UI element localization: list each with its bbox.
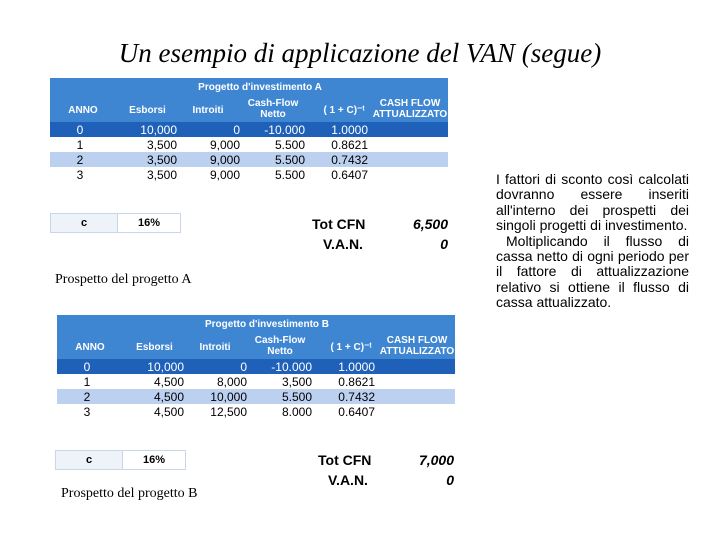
header-factor: ( 1 + C)⁻ᵗ: [323, 105, 365, 116]
header-esborsi: Esborsi: [129, 105, 166, 116]
header-attualizzato: CASH FLOW ATTUALIZZATO: [379, 335, 455, 357]
cell-factor: 0.6407: [338, 405, 375, 419]
table-header: [57, 315, 455, 359]
table-row: [50, 122, 448, 137]
project-a-table: [50, 78, 448, 182]
cell-introiti: 0: [233, 123, 240, 137]
tot-cfn-value-b: 7,000: [418, 452, 454, 468]
cell-factor: 0.7432: [331, 153, 368, 167]
van-label-a: V.A.N.: [323, 236, 363, 252]
cell-cfn: 5.500: [281, 390, 312, 404]
cell-esborsi: 10,000: [147, 360, 184, 374]
cell-esborsi: 3,500: [146, 138, 177, 152]
van-value-a: 0: [440, 236, 448, 252]
caption-a: Prospetto del progetto A: [55, 272, 192, 287]
rate-label: c: [55, 450, 123, 470]
cell-cfn: 3,500: [281, 375, 312, 389]
tot-cfn-label-b: Tot CFN: [318, 452, 372, 468]
caption-b: Prospetto del progetto B: [61, 486, 198, 501]
cell-introiti: 8,000: [216, 375, 247, 389]
explanation-paragraph-2: Moltiplicando il flusso di cassa netto di ogni periodo per il fattore di attualizzazione relativo si ottiene il flusso di cassa attualizzato.: [496, 232, 689, 311]
cell-factor: 0.6407: [331, 168, 368, 182]
cell-anno: 1: [76, 138, 84, 152]
explanation-text: [496, 172, 689, 311]
header-anno: ANNO: [68, 105, 98, 116]
cell-cfn: 5.500: [274, 153, 305, 167]
header-group: Progetto d'investimento B: [204, 319, 330, 330]
table-row: [57, 374, 455, 389]
cell-cfn: 5.500: [274, 168, 305, 182]
table-row: [57, 359, 455, 374]
cell-anno: 3: [83, 405, 91, 419]
cell-esborsi: 4,500: [153, 390, 184, 404]
cell-factor: 1.0000: [338, 360, 375, 374]
cell-esborsi: 4,500: [153, 375, 184, 389]
cell-introiti: 0: [240, 360, 247, 374]
cell-anno: 1: [83, 375, 91, 389]
cell-introiti: 12,500: [210, 405, 247, 419]
cell-cfn: -10.000: [264, 123, 305, 137]
cell-factor: 0.7432: [338, 390, 375, 404]
cell-factor: 0.8621: [338, 375, 375, 389]
header-introiti: Introiti: [192, 105, 224, 116]
slide-title: Un esempio di applicazione del VAN (segue): [118, 38, 602, 68]
header-esborsi: Esborsi: [136, 342, 173, 353]
discount-rate-box-a: [50, 213, 181, 233]
cell-anno: 2: [76, 153, 84, 167]
tot-cfn-value-a: 6,500: [412, 216, 448, 232]
header-cashflow: Cash-Flow Netto: [247, 98, 299, 120]
header-attualizzato: CASH FLOW ATTUALIZZATO: [372, 98, 448, 120]
cell-anno: 2: [83, 390, 91, 404]
tot-cfn-label-a: Tot CFN: [312, 216, 366, 232]
cell-esborsi: 4,500: [153, 405, 184, 419]
table-row: [50, 152, 448, 167]
cell-esborsi: 10,000: [140, 123, 177, 137]
van-label-b: V.A.N.: [328, 472, 368, 488]
cell-cfn: 5.500: [274, 138, 305, 152]
cell-cfn: 8.000: [281, 405, 312, 419]
rate-value: 16%: [118, 213, 181, 233]
header-introiti: Introiti: [199, 342, 231, 353]
cell-factor: 0.8621: [331, 138, 368, 152]
header-cashflow: Cash-Flow Netto: [254, 335, 306, 357]
cell-introiti: 9,000: [209, 138, 240, 152]
cell-esborsi: 3,500: [146, 153, 177, 167]
cell-esborsi: 3,500: [146, 168, 177, 182]
rate-value: 16%: [123, 450, 186, 470]
cell-cfn: -10.000: [271, 360, 312, 374]
van-value-b: 0: [446, 472, 454, 488]
table-row: [50, 137, 448, 152]
header-factor: ( 1 + C)⁻ᵗ: [330, 342, 372, 353]
cell-introiti: 9,000: [209, 153, 240, 167]
explanation-paragraph-1: I fattori di sconto così calcolati dovranno essere inseriti all'interno dei prospetti dei singoli progetti di investimento.: [496, 171, 689, 234]
discount-rate-box-b: [55, 450, 186, 470]
rate-label: c: [50, 213, 118, 233]
table-header: [50, 78, 448, 122]
cell-factor: 1.0000: [331, 123, 368, 137]
project-b-table: [57, 315, 455, 419]
cell-anno: 3: [76, 168, 84, 182]
cell-anno: 0: [83, 360, 91, 374]
header-group: Progetto d'investimento A: [198, 82, 322, 93]
cell-introiti: 10,000: [210, 390, 247, 404]
table-row: [57, 389, 455, 404]
header-anno: ANNO: [75, 342, 105, 353]
cell-introiti: 9,000: [209, 168, 240, 182]
table-row: [50, 167, 448, 182]
cell-anno: 0: [76, 123, 84, 137]
table-row: [57, 404, 455, 419]
